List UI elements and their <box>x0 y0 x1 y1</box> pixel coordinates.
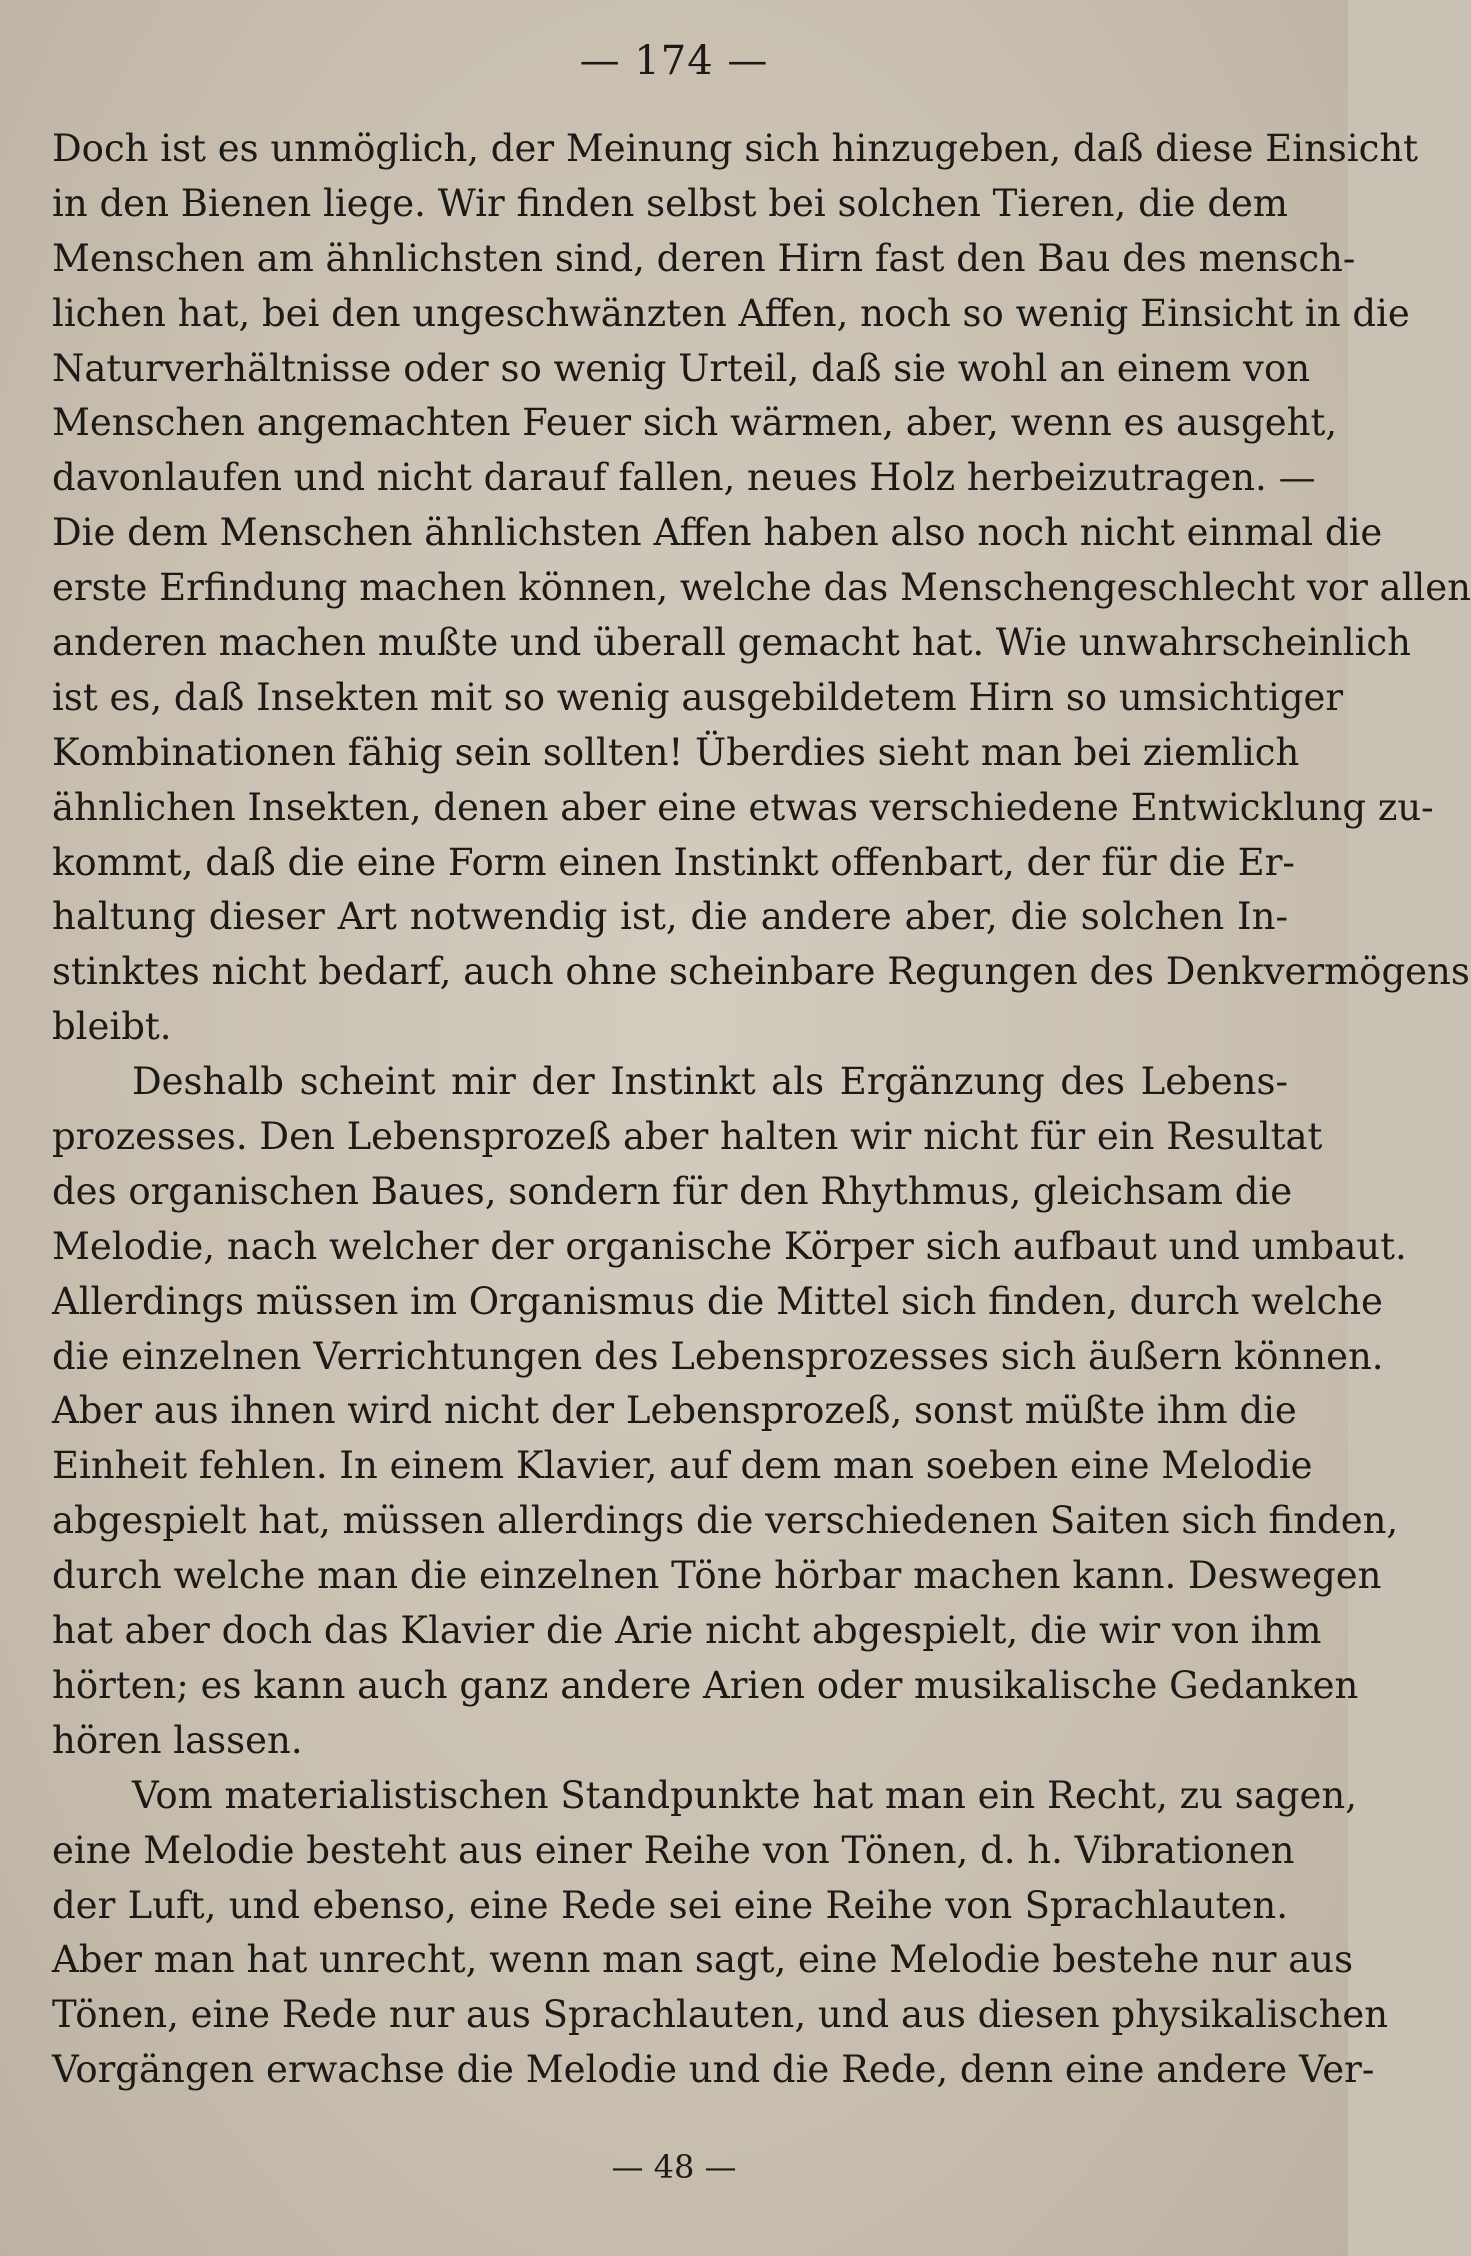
text-line: kommt, daß die eine Form einen Instinkt offenbart, der für die Er- <box>52 840 1295 884</box>
text-line: der Luft, und ebenso, eine Rede sei eine Reihe von Sprachlauten. <box>52 1883 1288 1927</box>
text-line: prozesses. Den Lebensprozeß aber halten wir nicht für ein Resultat <box>52 1115 1323 1159</box>
text-line: in den Bienen liege. Wir finden selbst bei solchen Tieren, die dem <box>52 181 1288 225</box>
text-line: Naturverhältnisse oder so wenig Urteil, daß sie wohl an einem von <box>52 346 1311 390</box>
signature-mark: — 48 — <box>611 2148 737 2186</box>
text-line: die einzelnen Verrichtungen des Lebensprozesses sich äußern können. <box>52 1334 1384 1378</box>
text-line: Menschen am ähnlichsten sind, deren Hirn fast den Bau des mensch- <box>52 236 1356 280</box>
text-line: Kombinationen fähig sein sollten! Überdies sieht man bei ziemlich <box>52 730 1300 774</box>
text-line: des organischen Baues, sondern für den Rhythmus, gleichsam die <box>52 1169 1293 1213</box>
text-line: Vorgängen erwachse die Melodie und die Rede, denn eine andere Ver- <box>52 2048 1375 2092</box>
text-line: hörten; es kann auch ganz andere Arien oder musikalische Gedanken <box>52 1663 1359 1707</box>
text-line: stinktes nicht bedarf, auch ohne scheinbare Regungen des Denkvermögens <box>52 950 1470 994</box>
text-line: Melodie, nach welcher der organische Körper sich aufbaut und umbaut. <box>52 1224 1407 1268</box>
text-line: Doch ist es unmöglich, der Meinung sich hinzugeben, daß diese Einsicht <box>52 127 1419 170</box>
text-line: Deshalb scheint mir der Instinkt als Ergänzung des Lebens- <box>132 1060 1288 1104</box>
text-line: ist es, daß Insekten mit so wenig ausgebildetem Hirn so umsichtiger <box>52 675 1344 719</box>
text-line: durch welche man die einzelnen Töne hörbar machen kann. Deswegen <box>52 1554 1382 1598</box>
text-line: anderen machen mußte und überall gemacht hat. Wie unwahrscheinlich <box>52 621 1411 665</box>
text-line: haltung dieser Art notwendig ist, die andere aber, die solchen In- <box>52 895 1288 939</box>
text-line: Aber aus ihnen wird nicht der Lebensprozeß, sonst müßte ihm die <box>52 1389 1297 1433</box>
text-line: davonlaufen und nicht darauf fallen, neues Holz herbeizutragen. — <box>52 456 1316 500</box>
text-line: Allerdings müssen im Organismus die Mittel sich finden, durch welche <box>52 1279 1383 1323</box>
text-line: hat aber doch das Klavier die Arie nicht abgespielt, die wir von ihm <box>52 1609 1322 1653</box>
text-line: ähnlichen Insekten, denen aber eine etwas verschiedene Entwicklung zu- <box>52 785 1434 829</box>
text-line: hören lassen. <box>52 1718 303 1762</box>
text-line: lichen hat, bei den ungeschwänzten Affen, noch so wenig Einsicht in die <box>52 291 1410 335</box>
body-text <box>52 122 1471 2098</box>
text-line: Vom materialistischen Standpunkte hat man ein Recht, zu sagen, <box>132 1773 1357 1817</box>
text-line: Einheit fehlen. In einem Klavier, auf dem man soeben eine Melodie <box>52 1444 1313 1488</box>
text-line: Menschen angemachten Feuer sich wärmen, aber, wenn es ausgeht, <box>52 401 1338 445</box>
text-line: bleibt. <box>52 1005 172 1049</box>
text-line: Aber man hat unrecht, wenn man sagt, eine Melodie bestehe nur aus <box>52 1938 1354 1982</box>
text-line: Tönen, eine Rede nur aus Sprachlauten, und aus diesen physikalischen <box>52 1993 1389 2037</box>
page-number: — 174 — <box>579 38 769 84</box>
text-line: Die dem Menschen ähnlichsten Affen haben also noch nicht einmal die <box>52 511 1383 555</box>
text-line: erste Erfindung machen können, welche das Menschengeschlecht vor allen <box>52 566 1471 610</box>
text-line: eine Melodie besteht aus einer Reihe von Tönen, d. h. Vibrationen <box>52 1828 1295 1872</box>
text-line: abgespielt hat, müssen allerdings die verschiedenen Saiten sich finden, <box>52 1499 1399 1543</box>
